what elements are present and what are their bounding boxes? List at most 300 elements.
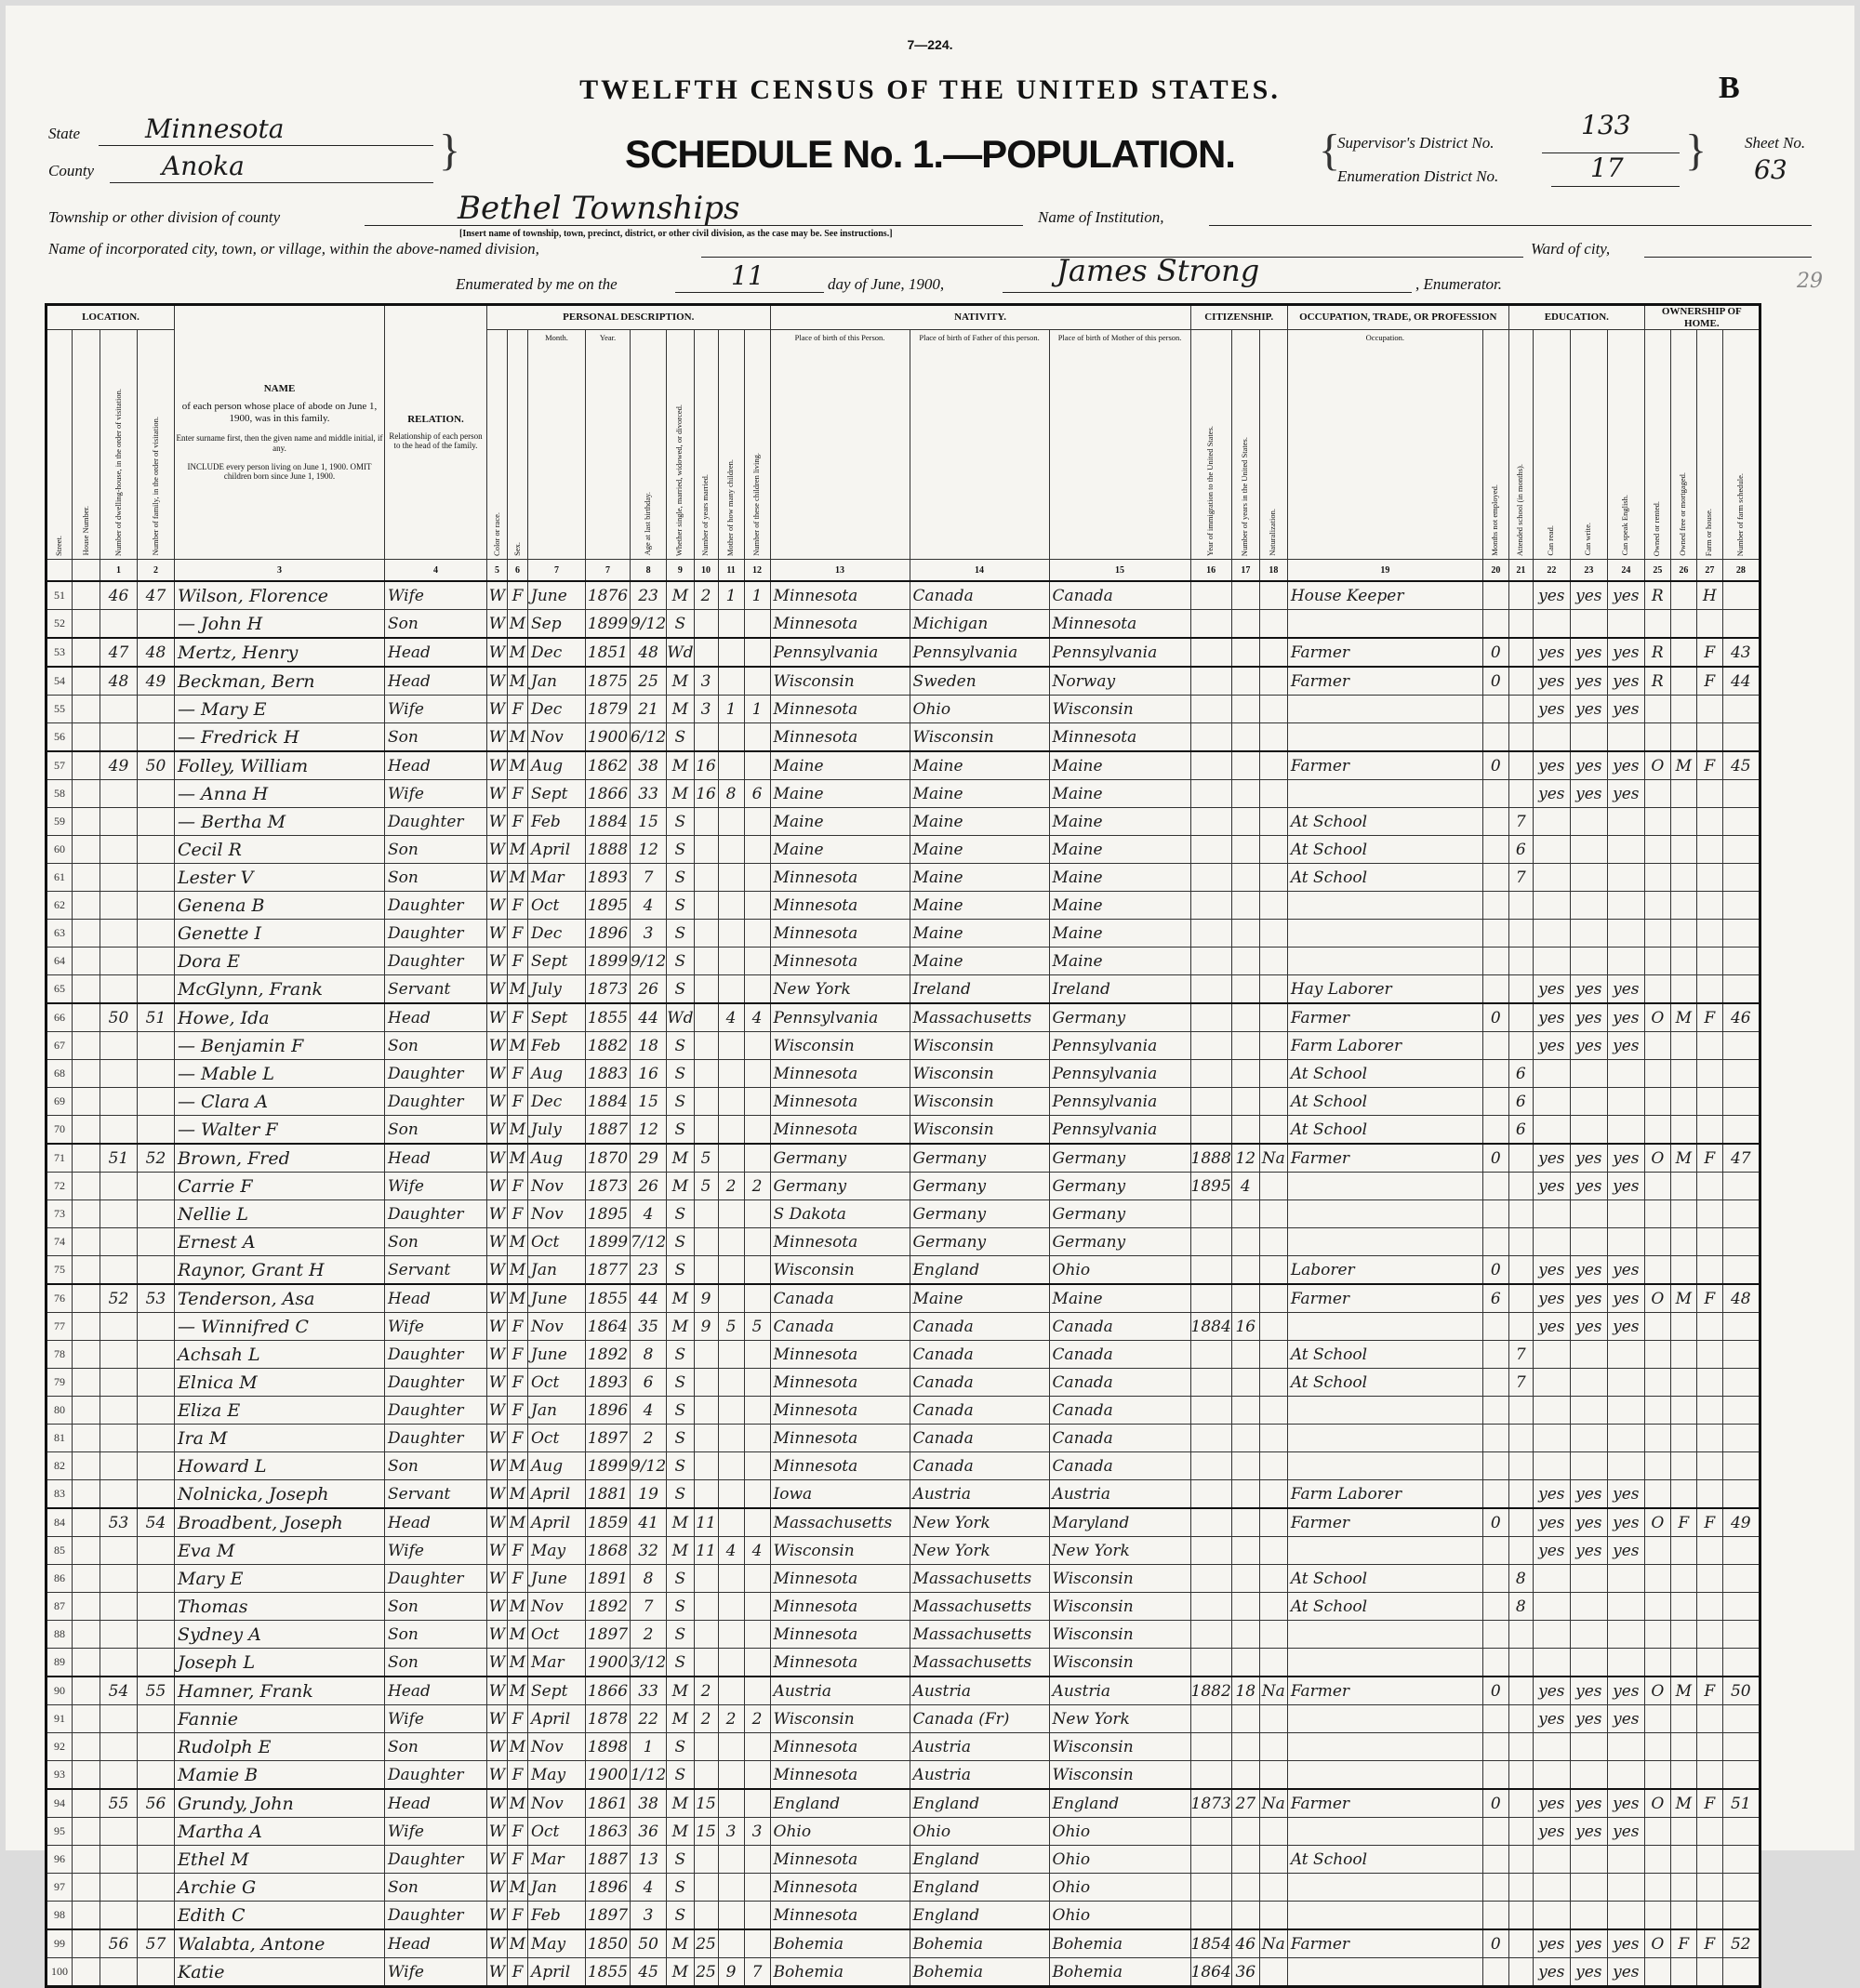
cell-family xyxy=(138,1621,175,1649)
cell-name: Archie G xyxy=(175,1874,385,1902)
cell-eng: yes xyxy=(1607,1032,1644,1060)
cell-nat xyxy=(1259,1565,1287,1593)
nativity-header: NATIVITY. xyxy=(770,305,1190,330)
cell-free: M xyxy=(1670,1144,1696,1173)
cell-marital: M xyxy=(667,1958,694,1987)
cell-eng: yes xyxy=(1607,1818,1644,1846)
col-years-in-us: Number of years in the United States. xyxy=(1231,330,1259,560)
cell-farm: F xyxy=(1696,1284,1722,1313)
cell-own xyxy=(1644,1341,1670,1369)
cell-own: R xyxy=(1644,667,1670,696)
cell-own xyxy=(1644,948,1670,975)
cell-school xyxy=(1508,1425,1533,1452)
cell-eng: yes xyxy=(1607,975,1644,1004)
cell-imm xyxy=(1190,723,1231,752)
cell-school xyxy=(1508,1200,1533,1228)
cell-write xyxy=(1570,1088,1607,1116)
cell-family xyxy=(138,975,175,1004)
cell-sched xyxy=(1722,1480,1760,1509)
cell-farm: F xyxy=(1696,751,1722,780)
cell-age: 29 xyxy=(631,1144,667,1173)
cell-age: 21 xyxy=(631,696,667,723)
cell-nat xyxy=(1259,892,1287,920)
cell-year: 1870 xyxy=(586,1144,631,1173)
cell-farm xyxy=(1696,610,1722,639)
cell-unemp xyxy=(1482,1537,1508,1565)
column-number: 17 xyxy=(1231,560,1259,582)
cell-house-number xyxy=(73,864,100,892)
cell-name: Eva M xyxy=(175,1537,385,1565)
cell-read xyxy=(1533,1200,1570,1228)
cell-occ: At School xyxy=(1287,808,1482,836)
cell-yrs xyxy=(1231,892,1259,920)
cell-read xyxy=(1533,1761,1570,1790)
cell-marital: M xyxy=(667,1705,694,1733)
cell-name: Walabta, Antone xyxy=(175,1929,385,1958)
cell-farm: F xyxy=(1696,1929,1722,1958)
cell-bpf: Austria xyxy=(910,1761,1049,1790)
table-row xyxy=(46,808,1760,836)
cell-nat xyxy=(1259,1818,1287,1846)
cell-unemp xyxy=(1482,1341,1508,1369)
cell-unemp: 0 xyxy=(1482,751,1508,780)
cell-house-number xyxy=(73,1256,100,1285)
cell-imm xyxy=(1190,1228,1231,1256)
cell-living xyxy=(744,751,770,780)
cell-age: 3/12 xyxy=(631,1649,667,1677)
cell-marital: S xyxy=(667,1846,694,1874)
cell-eng xyxy=(1607,1452,1644,1480)
cell-color: W xyxy=(487,1088,508,1116)
cell-ym xyxy=(694,1060,718,1088)
cell-month: Nov xyxy=(528,723,586,752)
cell-bpm: Canada xyxy=(1049,1369,1190,1397)
cell-sex: M xyxy=(508,1228,528,1256)
cell-imm: 1864 xyxy=(1190,1958,1231,1987)
cell-dwelling xyxy=(100,975,138,1004)
cell-free xyxy=(1670,948,1696,975)
cell-family: 50 xyxy=(138,751,175,780)
cell-month: May xyxy=(528,1929,586,1958)
column-number xyxy=(73,560,100,582)
cell-color: W xyxy=(487,1705,508,1733)
cell-yrs xyxy=(1231,1088,1259,1116)
cell-age: 16 xyxy=(631,1060,667,1088)
cell-yrs xyxy=(1231,1425,1259,1452)
cell-bpf: England xyxy=(910,1789,1049,1818)
cell-bpf: England xyxy=(910,1902,1049,1930)
margin-stamp: 29 xyxy=(1797,270,1823,293)
cell-bpm: Bohemia xyxy=(1049,1958,1190,1987)
cell-imm xyxy=(1190,1818,1231,1846)
cell-relation: Son xyxy=(385,1032,487,1060)
cell-unemp xyxy=(1482,780,1508,808)
cell-bp: Minnesota xyxy=(770,1874,910,1902)
cell-eng xyxy=(1607,836,1644,864)
cell-school xyxy=(1508,1818,1533,1846)
cell-yrs xyxy=(1231,1284,1259,1313)
cell-house-number xyxy=(73,1929,100,1958)
cell-school xyxy=(1508,1397,1533,1425)
cell-age: 12 xyxy=(631,836,667,864)
cell-born xyxy=(718,610,744,639)
cell-dwelling xyxy=(100,1846,138,1874)
cell-read xyxy=(1533,1733,1570,1761)
cell-age: 41 xyxy=(631,1508,667,1537)
cell-imm xyxy=(1190,1200,1231,1228)
cell-name: Ernest A xyxy=(175,1228,385,1256)
cell-ym: 15 xyxy=(694,1818,718,1846)
cell-age: 26 xyxy=(631,975,667,1004)
cell-ym: 11 xyxy=(694,1537,718,1565)
cell-color: W xyxy=(487,780,508,808)
cell-bpm: Pennsylvania xyxy=(1049,638,1190,667)
cell-own xyxy=(1644,1452,1670,1480)
cell-month: Nov xyxy=(528,1200,586,1228)
cell-read: yes xyxy=(1533,751,1570,780)
cell-bp: Bohemia xyxy=(770,1958,910,1987)
cell-unemp xyxy=(1482,1761,1508,1790)
cell-own xyxy=(1644,1846,1670,1874)
cell-read xyxy=(1533,1621,1570,1649)
cell-sex: M xyxy=(508,638,528,667)
cell-write xyxy=(1570,1452,1607,1480)
cell-occ xyxy=(1287,1818,1482,1846)
col-children-living: Number of these children living. xyxy=(744,330,770,560)
cell-ym: 5 xyxy=(694,1173,718,1200)
col-can-read: Can read. xyxy=(1533,330,1570,560)
cell-line: 54 xyxy=(46,667,73,696)
cell-marital: S xyxy=(667,1452,694,1480)
cell-farm xyxy=(1696,1425,1722,1452)
cell-house-number xyxy=(73,1537,100,1565)
cell-dwelling: 54 xyxy=(100,1677,138,1705)
cell-farm xyxy=(1696,864,1722,892)
cell-line: 87 xyxy=(46,1593,73,1621)
cell-relation: Head xyxy=(385,1929,487,1958)
cell-sex: M xyxy=(508,667,528,696)
cell-write: yes xyxy=(1570,1173,1607,1200)
cell-relation: Son xyxy=(385,1593,487,1621)
cell-imm xyxy=(1190,948,1231,975)
cell-dwelling: 52 xyxy=(100,1284,138,1313)
cell-marital: S xyxy=(667,1397,694,1425)
cell-ym: 2 xyxy=(694,581,718,610)
cell-farm xyxy=(1696,1032,1722,1060)
cell-eng: yes xyxy=(1607,1789,1644,1818)
column-number: 6 xyxy=(508,560,528,582)
population-schedule-table xyxy=(45,303,1761,1988)
cell-eng xyxy=(1607,1621,1644,1649)
cell-born xyxy=(718,1032,744,1060)
cell-relation: Head xyxy=(385,1284,487,1313)
cell-dwelling xyxy=(100,780,138,808)
cell-name: Genena B xyxy=(175,892,385,920)
cell-month: Aug xyxy=(528,751,586,780)
cell-free xyxy=(1670,1902,1696,1930)
cell-sex: F xyxy=(508,948,528,975)
cell-imm xyxy=(1190,610,1231,639)
cell-ym xyxy=(694,1088,718,1116)
cell-occ: At School xyxy=(1287,1088,1482,1116)
cell-nat xyxy=(1259,696,1287,723)
cell-age: 4 xyxy=(631,1874,667,1902)
cell-marital: S xyxy=(667,864,694,892)
cell-read: yes xyxy=(1533,1284,1570,1313)
cell-eng: yes xyxy=(1607,1508,1644,1537)
cell-family xyxy=(138,780,175,808)
cell-born: 9 xyxy=(718,1958,744,1987)
cell-marital: M xyxy=(667,581,694,610)
cell-bpm: Norway xyxy=(1049,667,1190,696)
table-row xyxy=(46,920,1760,948)
cell-color: W xyxy=(487,1677,508,1705)
cell-sched xyxy=(1722,1621,1760,1649)
table-row xyxy=(46,1818,1760,1846)
cell-relation: Daughter xyxy=(385,1369,487,1397)
cell-bpm: Wisconsin xyxy=(1049,696,1190,723)
cell-relation: Wife xyxy=(385,1313,487,1341)
col-birthplace-father: Place of birth of Father of this person. xyxy=(910,330,1049,560)
cell-year: 1899 xyxy=(586,1228,631,1256)
cell-yrs xyxy=(1231,1256,1259,1285)
cell-sched xyxy=(1722,610,1760,639)
cell-eng xyxy=(1607,808,1644,836)
enumerator-name: James Strong xyxy=(1056,253,1260,288)
cell-write: yes xyxy=(1570,1705,1607,1733)
cell-unemp xyxy=(1482,1032,1508,1060)
cell-write: yes xyxy=(1570,1480,1607,1509)
cell-farm xyxy=(1696,1874,1722,1902)
cell-age: 22 xyxy=(631,1705,667,1733)
cell-year: 1862 xyxy=(586,751,631,780)
cell-nat xyxy=(1259,1200,1287,1228)
cell-yrs xyxy=(1231,1369,1259,1397)
cell-color: W xyxy=(487,638,508,667)
cell-school xyxy=(1508,1677,1533,1705)
cell-color: W xyxy=(487,1958,508,1987)
cell-bpf: Ireland xyxy=(910,975,1049,1004)
cell-age: 9/12 xyxy=(631,1452,667,1480)
cell-nat xyxy=(1259,920,1287,948)
cell-own xyxy=(1644,864,1670,892)
cell-read xyxy=(1533,723,1570,752)
cell-bp: Ohio xyxy=(770,1818,910,1846)
cell-nat xyxy=(1259,1369,1287,1397)
cell-relation: Son xyxy=(385,1116,487,1145)
cell-bpm: Wisconsin xyxy=(1049,1565,1190,1593)
cell-unemp: 0 xyxy=(1482,1677,1508,1705)
cell-living xyxy=(744,638,770,667)
cell-occ: At School xyxy=(1287,1565,1482,1593)
cell-imm xyxy=(1190,808,1231,836)
cell-yrs xyxy=(1231,1705,1259,1733)
cell-farm: F xyxy=(1696,1003,1722,1032)
cell-read: yes xyxy=(1533,667,1570,696)
cell-yrs xyxy=(1231,1397,1259,1425)
cell-line: 70 xyxy=(46,1116,73,1145)
cell-born xyxy=(718,1621,744,1649)
cell-imm xyxy=(1190,1705,1231,1733)
cell-bpm: Maine xyxy=(1049,948,1190,975)
cell-unemp: 6 xyxy=(1482,1284,1508,1313)
cell-free xyxy=(1670,1705,1696,1733)
cell-write: yes xyxy=(1570,1313,1607,1341)
cell-living xyxy=(744,610,770,639)
cell-imm xyxy=(1190,1565,1231,1593)
cell-name: Hamner, Frank xyxy=(175,1677,385,1705)
cell-dwelling: 53 xyxy=(100,1508,138,1537)
cell-bpf: Canada xyxy=(910,1425,1049,1452)
cell-own xyxy=(1644,808,1670,836)
cell-sex: F xyxy=(508,1397,528,1425)
cell-occ: Farmer xyxy=(1287,1003,1482,1032)
cell-sched xyxy=(1722,1761,1760,1790)
cell-family xyxy=(138,1846,175,1874)
cell-month: Feb xyxy=(528,1032,586,1060)
cell-marital: S xyxy=(667,1200,694,1228)
cell-bp: Minnesota xyxy=(770,948,910,975)
cell-farm xyxy=(1696,696,1722,723)
cell-relation: Wife xyxy=(385,780,487,808)
cell-month: June xyxy=(528,581,586,610)
cell-own xyxy=(1644,1088,1670,1116)
cell-farm xyxy=(1696,1088,1722,1116)
cell-name: — Winnifred C xyxy=(175,1313,385,1341)
cell-line: 62 xyxy=(46,892,73,920)
cell-eng xyxy=(1607,1060,1644,1088)
cell-month: Sept xyxy=(528,780,586,808)
cell-bp: Pennsylvania xyxy=(770,638,910,667)
cell-nat xyxy=(1259,1480,1287,1509)
cell-family xyxy=(138,1032,175,1060)
cell-unemp xyxy=(1482,1452,1508,1480)
cell-imm: 1882 xyxy=(1190,1677,1231,1705)
cell-imm xyxy=(1190,1341,1231,1369)
cell-read xyxy=(1533,1369,1570,1397)
cell-write: yes xyxy=(1570,780,1607,808)
cell-nat xyxy=(1259,1256,1287,1285)
column-number: 1 xyxy=(100,560,138,582)
cell-occ xyxy=(1287,1902,1482,1930)
cell-marital: S xyxy=(667,1060,694,1088)
cell-eng xyxy=(1607,610,1644,639)
cell-bp: Minnesota xyxy=(770,1649,910,1677)
cell-house-number xyxy=(73,1705,100,1733)
cell-ym: 3 xyxy=(694,667,718,696)
cell-year: 1876 xyxy=(586,581,631,610)
cell-bpf: Austria xyxy=(910,1480,1049,1509)
cell-sex: F xyxy=(508,1958,528,1987)
cell-line: 81 xyxy=(46,1425,73,1452)
cell-relation: Head xyxy=(385,667,487,696)
cell-eng: yes xyxy=(1607,1958,1644,1987)
cell-dwelling xyxy=(100,1116,138,1145)
cell-nat xyxy=(1259,836,1287,864)
table-row xyxy=(46,1228,1760,1256)
cell-sched xyxy=(1722,808,1760,836)
cell-year: 1855 xyxy=(586,1958,631,1987)
cell-school xyxy=(1508,920,1533,948)
cell-imm xyxy=(1190,920,1231,948)
cell-born xyxy=(718,1902,744,1930)
cell-age: 3 xyxy=(631,920,667,948)
cell-year: 1873 xyxy=(586,975,631,1004)
cell-bpf: Maine xyxy=(910,836,1049,864)
cell-ym xyxy=(694,808,718,836)
cell-living xyxy=(744,1733,770,1761)
cell-ym xyxy=(694,1397,718,1425)
table-row xyxy=(46,1508,1760,1537)
cell-dwelling xyxy=(100,723,138,752)
cell-month: April xyxy=(528,1480,586,1509)
cell-nat xyxy=(1259,1874,1287,1902)
state-label: State xyxy=(48,125,80,142)
cell-color: W xyxy=(487,1200,508,1228)
supervisor-label: Supervisor's District No. xyxy=(1337,134,1495,152)
cell-occ xyxy=(1287,920,1482,948)
cell-nat xyxy=(1259,780,1287,808)
cell-living xyxy=(744,1256,770,1285)
cell-name: Raynor, Grant H xyxy=(175,1256,385,1285)
cell-year: 1893 xyxy=(586,1369,631,1397)
cell-month: Dec xyxy=(528,638,586,667)
cell-marital: S xyxy=(667,1874,694,1902)
cell-free xyxy=(1670,1088,1696,1116)
cell-school xyxy=(1508,892,1533,920)
cell-line: 82 xyxy=(46,1452,73,1480)
table-row xyxy=(46,1144,1760,1173)
cell-year: 1875 xyxy=(586,667,631,696)
table-row xyxy=(46,1902,1760,1930)
cell-name: — Anna H xyxy=(175,780,385,808)
cell-unemp xyxy=(1482,610,1508,639)
cell-marital: Wd xyxy=(667,638,694,667)
location-header: LOCATION. xyxy=(46,305,175,330)
cell-imm xyxy=(1190,1060,1231,1088)
cell-occ: Farm Laborer xyxy=(1287,1480,1482,1509)
cell-free xyxy=(1670,1818,1696,1846)
cell-read: yes xyxy=(1533,1173,1570,1200)
cell-write: yes xyxy=(1570,1537,1607,1565)
table-row xyxy=(46,1705,1760,1733)
cell-sched: 52 xyxy=(1722,1929,1760,1958)
cell-dwelling xyxy=(100,1649,138,1677)
table-row xyxy=(46,1565,1760,1593)
cell-nat xyxy=(1259,1425,1287,1452)
cell-name: Wilson, Florence xyxy=(175,581,385,610)
cell-farm: F xyxy=(1696,1789,1722,1818)
cell-bpm: Ireland xyxy=(1049,975,1190,1004)
cell-imm xyxy=(1190,1397,1231,1425)
cell-occ xyxy=(1287,696,1482,723)
cell-write xyxy=(1570,1846,1607,1874)
cell-unemp xyxy=(1482,1846,1508,1874)
cell-nat: Na xyxy=(1259,1929,1287,1958)
cell-yrs xyxy=(1231,667,1259,696)
cell-school xyxy=(1508,581,1533,610)
column-number: 21 xyxy=(1508,560,1533,582)
cell-line: 69 xyxy=(46,1088,73,1116)
cell-ym xyxy=(694,1565,718,1593)
cell-imm: 1873 xyxy=(1190,1789,1231,1818)
cell-living xyxy=(744,1480,770,1509)
cell-bp: Minnesota xyxy=(770,1397,910,1425)
cell-living xyxy=(744,836,770,864)
cell-year: 1882 xyxy=(586,1032,631,1060)
cell-occ: Farmer xyxy=(1287,751,1482,780)
cell-house-number xyxy=(73,1621,100,1649)
